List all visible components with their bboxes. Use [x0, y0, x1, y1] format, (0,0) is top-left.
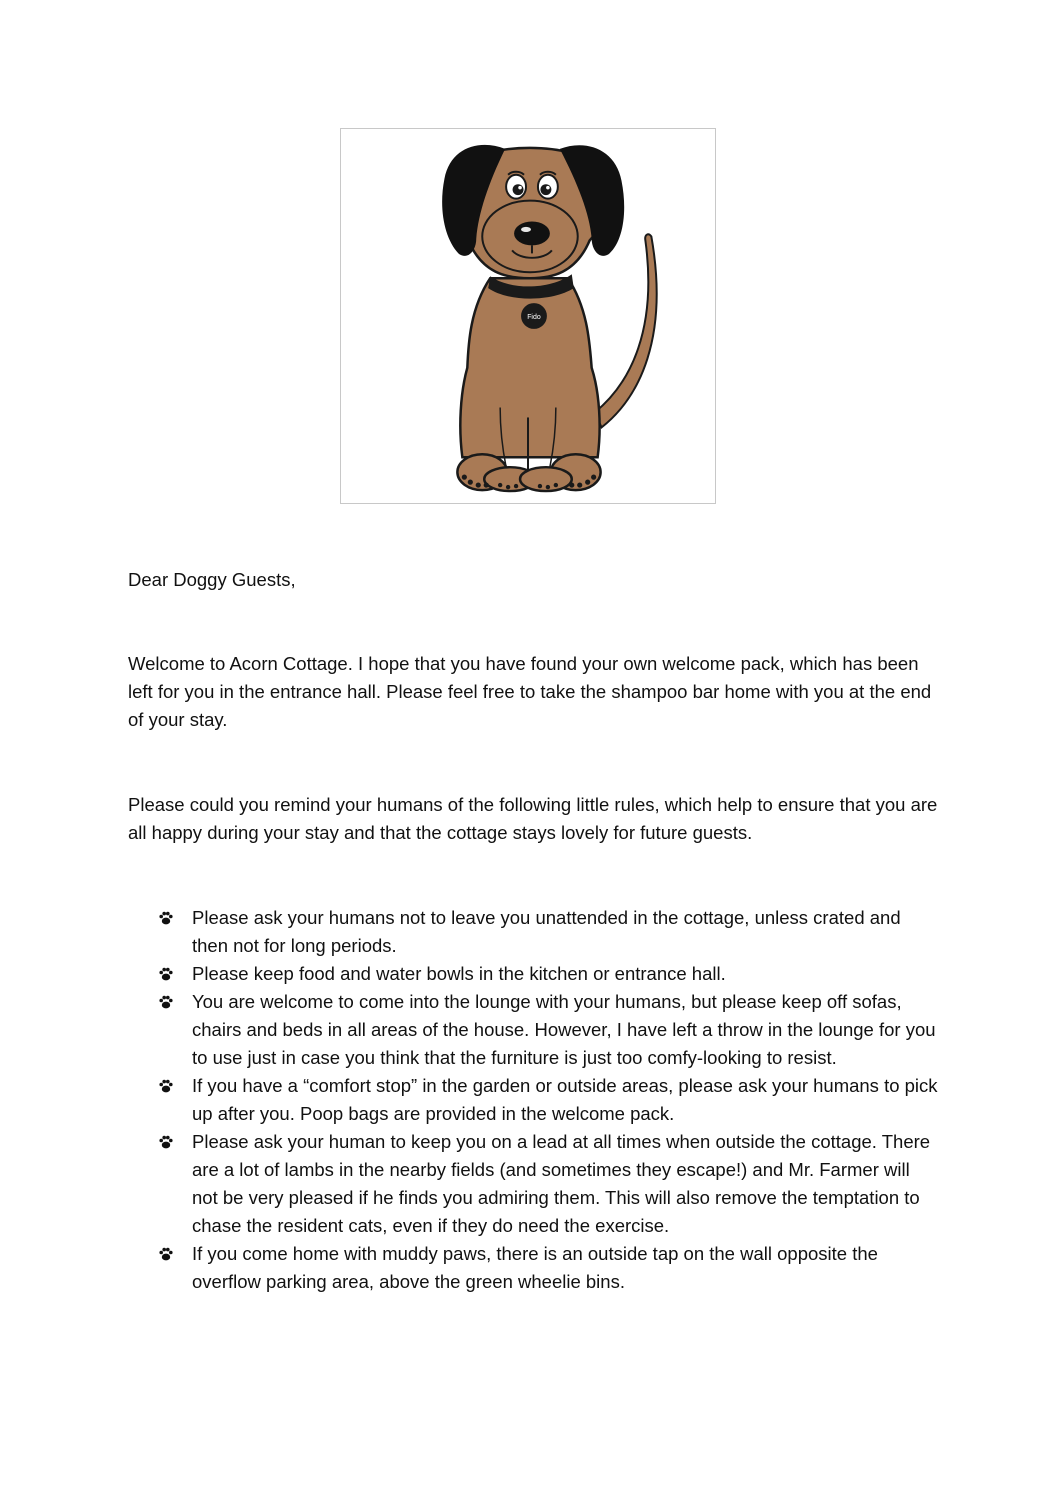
list-item [128, 904, 938, 960]
list-item [128, 1128, 938, 1240]
paw-print-icon [158, 1246, 174, 1262]
dog-illustration [340, 128, 716, 504]
rules-list [128, 904, 938, 1296]
collar-tag-label: Fido [527, 313, 541, 321]
rule-text: Please ask your humans not to leave you unattended in the cottage, unless crated and then not for long periods. [192, 907, 901, 956]
list-item [128, 988, 938, 1072]
rule-text: You are welcome to come into the lounge with your humans, but please keep off sofas, chairs and beds in all areas of the house. However, I have left a throw in the lounge for you to use just in case you think that the furniture is just too comfy-looking to resist. [192, 991, 936, 1068]
welcome-paragraph: Welcome to Acorn Cottage. I hope that you have found your own welcome pack, which has been left for you in the entrance hall. Please feel free to take the shampoo bar home with you at the end of your stay. [128, 653, 932, 730]
list-item [128, 960, 938, 988]
rule-text: If you have a “comfort stop” in the garden or outside areas, please ask your humans to pick up after you. Poop bags are provided in the welcome pack. [192, 1075, 938, 1124]
paw-print-icon [158, 966, 174, 982]
paw-print-icon [158, 1078, 174, 1094]
paw-print-icon [158, 1134, 174, 1150]
rule-text: Please ask your human to keep you on a lead at all times when outside the cottage. There are a lot of lambs in the nearby fields (and sometimes they escape!) and Mr. Farmer will not be very pleased if he finds you admiring them. This will also remove the temptation to chase the resident cats, even if they do need the exercise. [192, 1131, 931, 1236]
paw-print-icon [158, 994, 174, 1010]
list-item [128, 1240, 938, 1296]
letter-greeting: Dear Doggy Guests, [128, 569, 296, 590]
rule-text: Please keep food and water bowls in the kitchen or entrance hall. [192, 963, 726, 984]
paw-print-icon [158, 910, 174, 926]
dog-nose [514, 222, 550, 246]
rule-text: If you come home with muddy paws, there is an outside tap on the wall opposite the overflow parking area, above the green wheelie bins. [192, 1243, 878, 1292]
rules-intro-paragraph: Please could you remind your humans of the following little rules, which help to ensure that you are all happy during your stay and that the cottage stays lovely for future guests. [128, 794, 938, 843]
list-item [128, 1072, 938, 1128]
dog-tail [595, 234, 657, 427]
